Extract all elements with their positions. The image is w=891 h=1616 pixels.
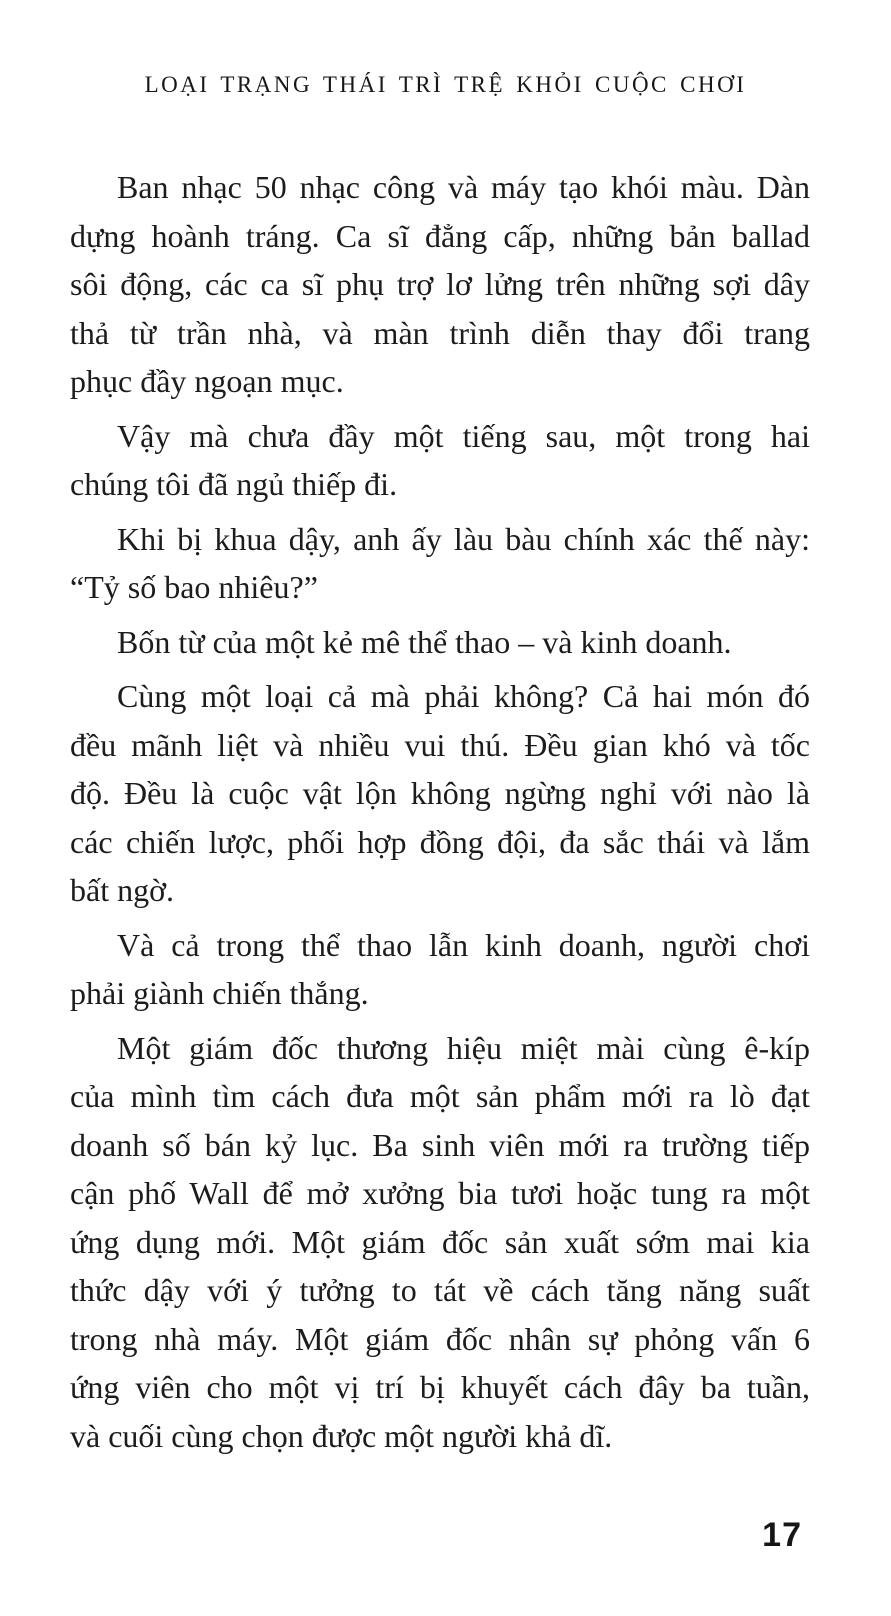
page-number: 17	[762, 1516, 802, 1554]
text-line: thả từ trần nhà, và màn trình diễn thay đổi trang	[70, 314, 810, 351]
text-line: ứng viên cho một vị trí bị khuyết cách đây ba tuần,	[70, 1369, 810, 1405]
text-line: và cuối cùng chọn được một người khả dĩ.	[70, 1417, 613, 1454]
text-line: Ban nhạc 50 nhạc công và máy tạo khói màu. Dàn	[117, 169, 810, 205]
text-line: dựng hoành tráng. Ca sĩ đẳng cấp, những bản ballad	[70, 217, 810, 254]
text-line: trong nhà máy. Một giám đốc nhân sự phỏng vấn 6	[70, 1320, 810, 1357]
text-line: thức dậy với ý tưởng to tát về cách tăng năng suất	[70, 1272, 810, 1308]
paragraph	[70, 921, 810, 1018]
text-line: Cùng một loại cả mà phải không? Cả hai món đó	[117, 678, 810, 714]
text-line: chúng tôi đã ngủ thiếp đi.	[70, 466, 398, 502]
text-line: phục đầy ngoạn mục.	[70, 363, 344, 399]
text-line: sôi động, các ca sĩ phụ trợ lơ lửng trên những sợi dây	[70, 266, 810, 302]
text-line: độ. Đều là cuộc vật lộn không ngừng nghỉ với nào là	[70, 775, 810, 811]
paragraph	[70, 1024, 810, 1461]
text-line: “Tỷ số bao nhiêu?”	[70, 569, 318, 605]
text-line: ứng dụng mới. Một giám đốc sản xuất sớm mai kia	[70, 1223, 810, 1260]
paragraph	[70, 618, 810, 667]
paragraph	[70, 672, 810, 915]
text-line: bất ngờ.	[70, 872, 175, 908]
paragraph	[70, 163, 810, 406]
text-line: đều mãnh liệt và nhiều vui thú. Đều gian khó và tốc	[70, 726, 810, 763]
text-line: Bốn từ của một kẻ mê thể thao – và kinh doanh.	[117, 623, 732, 660]
paragraph	[70, 515, 810, 612]
text-line: các chiến lược, phối hợp đồng đội, đa sắc thái và lắm	[70, 823, 810, 860]
body-text	[70, 163, 810, 1466]
text-line: cận phố Wall để mở xưởng bia tươi hoặc tung ra một	[70, 1175, 810, 1211]
text-line: Và cả trong thể thao lẫn kinh doanh, người chơi	[117, 926, 810, 963]
running-head: LOẠI TRẠNG THÁI TRÌ TRỆ KHỎI CUỘC CHƠI	[144, 72, 747, 97]
text-line: Vậy mà chưa đầy một tiếng sau, một trong hai	[117, 417, 810, 454]
text-line: Khi bị khua dậy, anh ấy làu bàu chính xác thế này:	[117, 520, 810, 557]
text-line: doanh số bán kỷ lục. Ba sinh viên mới ra trường tiếp	[70, 1126, 810, 1163]
paragraph	[70, 412, 810, 509]
text-line: của mình tìm cách đưa một sản phẩm mới ra lò đạt	[70, 1078, 810, 1114]
text-line: phải giành chiến thắng.	[70, 975, 369, 1011]
text-line: Một giám đốc thương hiệu miệt mài cùng ê-kíp	[117, 1029, 810, 1066]
